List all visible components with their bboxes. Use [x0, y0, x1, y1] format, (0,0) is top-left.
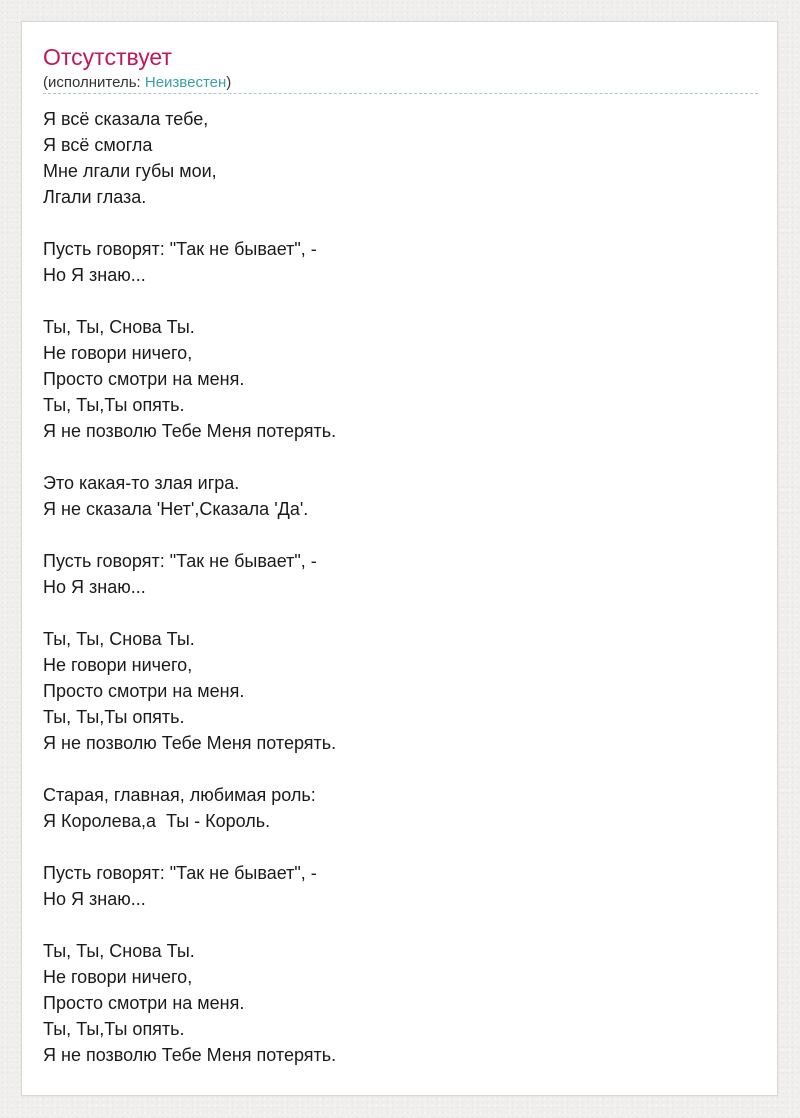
lyrics-line: Но Я знаю...: [43, 889, 146, 909]
lyrics-line: Я не позволю Тебе Меня потерять.: [43, 421, 337, 441]
lyrics-line: Просто смотри на меня.: [43, 681, 245, 701]
lyrics-line: Я всё смогла: [43, 135, 153, 155]
song-title: Отсутствует: [43, 44, 172, 70]
lyrics-line: Я всё сказала тебе,: [43, 109, 209, 129]
lyrics-line: Мне лгали губы мои,: [43, 161, 217, 181]
lyrics-stanza: [43, 236, 758, 288]
lyrics-stanza: [43, 782, 758, 834]
artist-prefix: (исполнитель:: [43, 74, 145, 91]
lyrics-line: Пусть говорят: "Так не бывает", -: [43, 863, 317, 883]
lyrics-stanza: [43, 106, 758, 210]
lyrics-stanza: [43, 860, 758, 912]
lyrics-line: Ты, Ты,Ты опять.: [43, 707, 185, 727]
header-divider: [43, 93, 758, 94]
lyrics-text: [43, 106, 758, 1094]
lyrics-line: Не говори ничего,: [43, 967, 193, 987]
lyrics-line: Просто смотри на меня.: [43, 993, 245, 1013]
lyrics-line: Но Я знаю...: [43, 265, 146, 285]
lyrics-line: Не говори ничего,: [43, 655, 193, 675]
lyrics-stanza: [43, 314, 758, 444]
lyrics-card: [21, 21, 778, 1096]
lyrics-line: Просто смотри на меня.: [43, 369, 245, 389]
lyrics-line: Я не позволю Тебе Меня потерять.: [43, 733, 337, 753]
lyrics-line: Я не сказала 'Нет',Сказала 'Да'.: [43, 499, 309, 519]
lyrics-stanza: [43, 626, 758, 756]
lyrics-line: Я не позволю Тебе Меня потерять.: [43, 1045, 337, 1065]
lyrics-line: Старая, главная, любимая роль:: [43, 785, 316, 805]
lyrics-line: Лгали глаза.: [43, 187, 147, 207]
lyrics-stanza: [43, 938, 758, 1068]
lyrics-line: Я Королева,а Ты - Король.: [43, 811, 271, 831]
artist-suffix: ): [226, 74, 232, 91]
lyrics-line: Это какая-то злая игра.: [43, 473, 240, 493]
artist-line: [43, 73, 231, 93]
lyrics-line: Ты, Ты, Снова Ты.: [43, 629, 195, 649]
lyrics-line: Ты, Ты,Ты опять.: [43, 1019, 185, 1039]
lyrics-stanza: [43, 548, 758, 600]
lyrics-line: Но Я знаю...: [43, 577, 146, 597]
lyrics-line: Ты, Ты, Снова Ты.: [43, 317, 195, 337]
lyrics-line: Ты, Ты,Ты опять.: [43, 395, 185, 415]
artist-link[interactable]: Неизвестен: [144, 74, 227, 91]
lyrics-line: Ты, Ты, Снова Ты.: [43, 941, 195, 961]
lyrics-line: Пусть говорят: "Так не бывает", -: [43, 239, 317, 259]
lyrics-line: Пусть говорят: "Так не бывает", -: [43, 551, 317, 571]
lyrics-line: Не говори ничего,: [43, 343, 193, 363]
lyrics-stanza: [43, 470, 758, 522]
